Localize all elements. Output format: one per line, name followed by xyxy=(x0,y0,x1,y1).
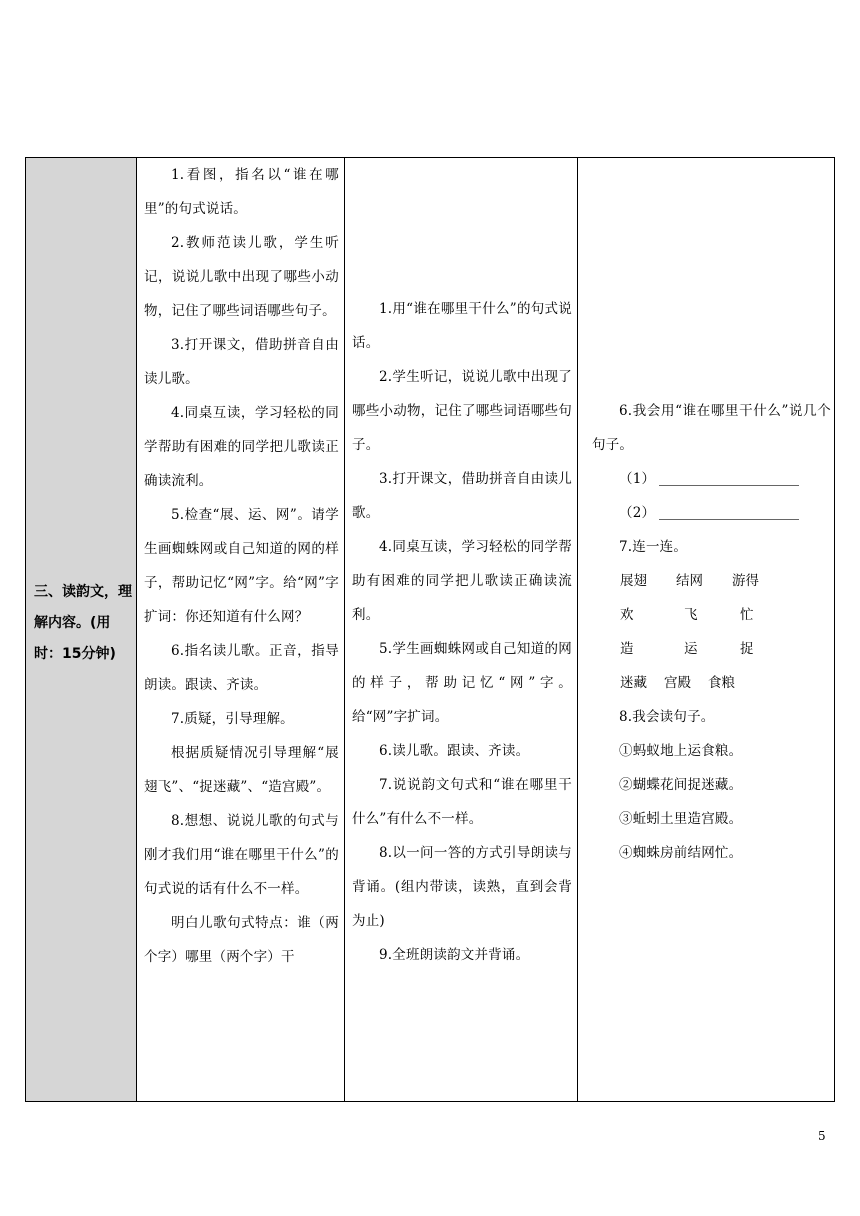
teacher-step: 根据质疑情况引导理解“展翅飞”、“捉迷藏”、“造宫殿”。 xyxy=(144,745,339,795)
teacher-step: 2.教师范读儿歌，学生听记，说说儿歌中出现了哪些小动物，记住了哪些词语哪些句子。 xyxy=(144,235,339,319)
student-step: 9.全班朗读韵文并背诵。 xyxy=(379,947,530,963)
match-row xyxy=(592,564,831,598)
exercise-q6: 6.我会用“谁在哪里干什么”说几个句子。 xyxy=(592,403,831,453)
read-sentence: ③蚯蚓土里造宫殿。 xyxy=(619,811,743,827)
match-word: 展翅 xyxy=(620,573,647,589)
read-sentence: ①蚂蚁地上运食粮。 xyxy=(619,743,743,759)
exercise-blank-2 xyxy=(592,496,831,530)
teacher-step: 4.同桌互读，学习轻松的同学帮助有困难的同学把儿歌读正确读流利。 xyxy=(144,405,339,489)
student-step: 8.以一问一答的方式引导朗读与背诵。(组内带读，读熟，直到会背为止) xyxy=(352,845,572,929)
match-word: 游得 xyxy=(732,573,759,589)
student-step: 7.说说韵文句式和“谁在哪里干什么”有什么不一样。 xyxy=(352,777,572,827)
student-activity-cell xyxy=(352,292,572,972)
student-step: 1.用“谁在哪里干什么”的句式说话。 xyxy=(352,301,572,351)
match-word: 飞 xyxy=(684,607,698,623)
teacher-step: 6.指名读儿歌。正音，指导朗读。跟读、齐读。 xyxy=(144,643,339,693)
match-row xyxy=(592,666,831,700)
exercise-q7: 7.连一连。 xyxy=(619,539,688,555)
teacher-activity-column xyxy=(137,158,345,1101)
student-step: 6.读儿歌。跟读、齐读。 xyxy=(379,743,530,759)
page-number: 5 xyxy=(818,1129,826,1143)
teacher-step: 3.打开课文，借助拼音自由读儿歌。 xyxy=(144,337,339,387)
teacher-activity-cell xyxy=(144,158,339,974)
match-word: 宫殿 xyxy=(664,675,691,691)
answer-blank xyxy=(659,507,799,520)
teacher-step: 5.检查“展、运、网”。请学生画蜘蛛网或自己知道的网的样子，帮助记忆“网”字。给“网”字扩词：你还知道有什么网？ xyxy=(144,507,339,625)
teacher-step: 8.想想、说说儿歌的句式与刚才我们用“谁在哪里干什么”的句式说的话有什么不一样。 xyxy=(144,813,339,897)
match-word: 造 xyxy=(620,641,634,657)
teacher-step: 7.质疑，引导理解。 xyxy=(171,711,294,727)
student-step: 4.同桌互读，学习轻松的同学帮助有困难的同学把儿歌读正确读流利。 xyxy=(352,539,572,623)
match-word: 结网 xyxy=(676,573,703,589)
student-step: 5.学生画蜘蛛网或自己知道的网的样子，帮助记忆“网”字。给“网”字扩词。 xyxy=(352,641,572,725)
match-word: 欢 xyxy=(620,607,634,623)
blank-label: （2） xyxy=(619,505,656,521)
match-word: 食粮 xyxy=(708,675,735,691)
match-word: 迷藏 xyxy=(620,675,647,691)
exercise-cell xyxy=(592,394,831,870)
match-word: 忙 xyxy=(740,607,754,623)
match-word: 捉 xyxy=(740,641,754,657)
answer-blank xyxy=(659,473,799,486)
read-sentence: ②蝴蝶花间捉迷藏。 xyxy=(619,777,743,793)
match-row xyxy=(592,598,831,632)
match-row xyxy=(592,632,831,666)
student-step: 3.打开课文，借助拼音自由读儿歌。 xyxy=(352,471,572,521)
blank-label: （1） xyxy=(619,471,656,487)
lesson-table xyxy=(25,157,835,1102)
section-column xyxy=(26,158,137,1101)
exercise-q8: 8.我会读句子。 xyxy=(619,709,715,725)
student-activity-column xyxy=(345,158,578,1101)
student-step: 2.学生听记，说说儿歌中出现了哪些小动物，记住了哪些词语哪些句子。 xyxy=(352,369,572,453)
exercise-column xyxy=(578,158,836,1101)
match-word: 运 xyxy=(684,641,698,657)
section-title: 三、读韵文，理解内容。(用时：15分钟) xyxy=(34,584,132,662)
teacher-step: 1.看图，指名以“谁在哪里”的句式说话。 xyxy=(144,167,339,217)
read-sentence: ④蜘蛛房前结网忙。 xyxy=(619,845,743,861)
teacher-step: 明白儿歌句式特点：谁（两个字）哪里（两个字）干 xyxy=(144,915,339,965)
exercise-blank-1 xyxy=(592,462,831,496)
